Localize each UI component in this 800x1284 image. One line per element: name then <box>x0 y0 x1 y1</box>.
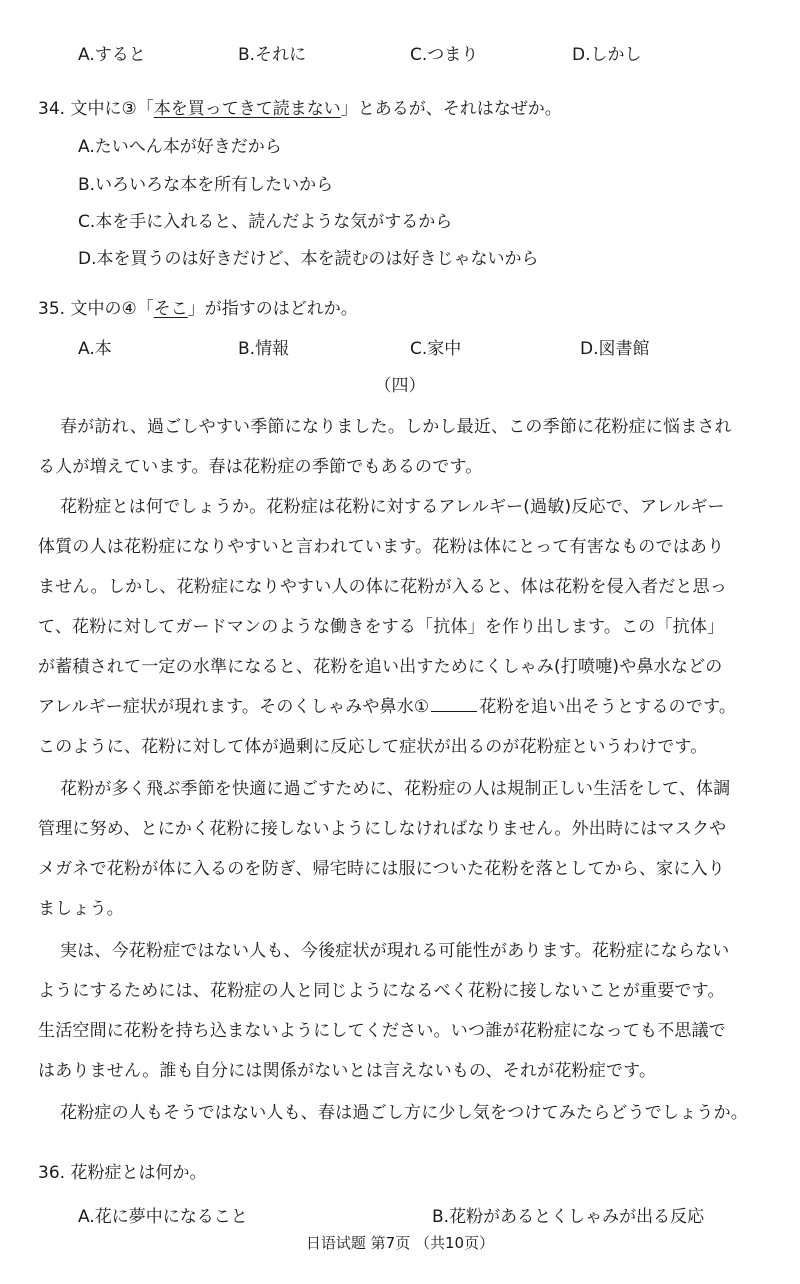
q34-suffix: 」とあるが、それはなぜか。 <box>340 99 562 119</box>
passage-line: 花粉が多く飛ぶ季節を快適に過ごすために、花粉症の人は規制正しい生活をして、体調 <box>60 779 731 799</box>
q34-underlined-phrase: 本を買ってきて読まない <box>153 99 341 119</box>
q34-number: 34. <box>38 99 66 119</box>
passage-line: ようにするためには、花粉症の人と同じようになるべく花粉に接しないことが重要です。 <box>38 981 725 1001</box>
q35-stem <box>38 294 358 319</box>
answer-blank <box>431 698 477 712</box>
passage-line-part: 花粉を追い出そうとするのです。 <box>479 697 737 717</box>
q33-option-c: C.つまり <box>410 45 479 65</box>
q36-number: 36. <box>38 1163 66 1183</box>
passage-line: る人が増えています。春は花粉症の季節でもあるのです。 <box>38 457 483 477</box>
q35-number: 35. <box>38 299 66 319</box>
passage-line: 実は、今花粉症ではない人も、今後症状が現れる可能性があります。花粉症にならない <box>60 941 730 961</box>
q36-option-b: B.花粉があるとくしゃみが出る反応 <box>432 1207 705 1227</box>
q35-prefix: 文中の④「 <box>70 299 154 319</box>
q34-option-b: B.いろいろな本を所有したいから <box>78 175 334 195</box>
passage-line: ましょう。 <box>38 899 124 919</box>
q34-prefix: 文中に③「 <box>70 99 154 119</box>
q34-option-c: C.本を手に入れると、読んだような気がするから <box>78 212 453 232</box>
q36-stem <box>38 1158 206 1183</box>
passage-line: メガネで花粉が体に入るのを防ぎ、帰宅時には服についた花粉を落としてから、家に入り <box>38 859 725 879</box>
section-title: （四） <box>374 376 426 396</box>
q35-option-d: D.図書館 <box>580 339 650 359</box>
passage-line: このように、花粉に対して体が過剰に反応して症状が出るのが花粉症というわけです。 <box>38 737 708 757</box>
passage-line: て、花粉に対してガードマンのような働きをする「抗体」を作り出します。この「抗体」 <box>38 617 725 637</box>
passage-line: 生活空間に花粉を持ち込まないようにしてください。いつ誰が花粉症になっても不思議で <box>38 1021 726 1041</box>
passage-line: 花粉症の人もそうではない人も、春は過ごし方に少し気をつけてみたらどうでしょうか。 <box>60 1103 748 1123</box>
q33-option-b: B.それに <box>238 45 307 65</box>
q35-option-c: C.家中 <box>410 339 462 359</box>
q36-text: 花粉症とは何か。 <box>70 1163 207 1183</box>
passage-line-part: アレルギー症状が現れます。そのくしゃみや鼻水① <box>38 697 430 717</box>
passage-line: が蓄積されて一定の水準になると、花粉を追い出すためにくしゃみ(打喷嚏)や鼻水などの <box>38 657 723 677</box>
q35-option-b: B.情報 <box>238 339 290 359</box>
q33-option-d: D.しかし <box>572 45 642 65</box>
q34-option-a: A.たいへん本が好きだから <box>78 137 282 157</box>
q35-underlined-phrase: そこ <box>153 299 188 319</box>
passage-line: ません。しかし、花粉症になりやすい人の体に花粉が入ると、体は花粉を侵入者だと思っ <box>38 577 728 597</box>
q34-stem <box>38 94 562 119</box>
passage-line: 春が訪れ、過ごしやすい季節になりました。しかし最近、この季節に花粉症に悩まされ <box>60 417 732 437</box>
q33-option-a: A.すると <box>78 45 146 65</box>
passage-line-with-blank <box>38 692 736 717</box>
passage-line: 管理に努め、とにかく花粉に接しないようにしなければなりません。外出時にはマスクや <box>38 819 727 839</box>
q35-option-a: A.本 <box>78 339 112 359</box>
passage-line: 花粉症とは何でしょうか。花粉症は花粉に対するアレルギー(過敏)反応で、アレルギー <box>60 497 725 517</box>
q34-option-d: D.本を買うのは好きだけど、本を読むのは好きじゃないから <box>78 249 539 269</box>
passage-line: はありません。誰も自分には関係がないとは言えないもの、それが花粉症です。 <box>38 1061 657 1081</box>
page-footer: 日语试题 第7页 （共10页） <box>305 1234 495 1252</box>
q36-option-a: A.花に夢中になること <box>78 1207 248 1227</box>
passage-line: 体質の人は花粉症になりやすいと言われています。花粉は体にとって有害なものではあり <box>38 537 725 557</box>
q35-suffix: 」が指すのはどれか。 <box>187 299 358 319</box>
